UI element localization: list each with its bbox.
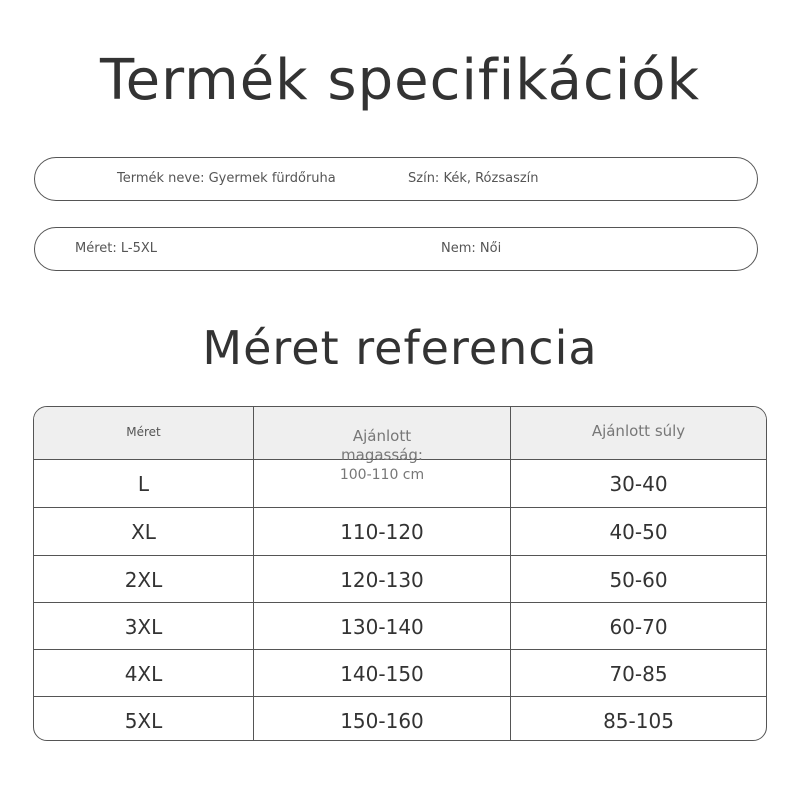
height-cell: 110-120 bbox=[253, 508, 510, 556]
size-cell: 2XL bbox=[124, 568, 163, 592]
weight-cell: 60-70 bbox=[510, 603, 766, 651]
table-row bbox=[34, 460, 766, 508]
weight-cell: 40-50 bbox=[510, 508, 766, 556]
gender-text: Nem: Női bbox=[441, 241, 502, 256]
size-cell: 5XL bbox=[124, 709, 163, 733]
weight-cell: 70-85 bbox=[510, 650, 766, 698]
size-range-text: Méret: L-5XL bbox=[75, 241, 158, 256]
size-cell: 4XL bbox=[124, 662, 163, 686]
table-row bbox=[34, 696, 766, 741]
header-weight: Ajánlott súly bbox=[510, 407, 766, 459]
size-reference-title: Méret referencia bbox=[202, 321, 598, 375]
spec-row-name-color bbox=[34, 157, 758, 201]
weight-cell: 30-40 bbox=[510, 460, 766, 508]
spec-title: Termék specifikációk bbox=[99, 48, 700, 113]
header-size: Méret bbox=[126, 425, 161, 439]
table-row bbox=[34, 507, 766, 556]
size-cell: XL bbox=[131, 520, 156, 544]
table-row bbox=[34, 649, 766, 698]
weight-cell: 85-105 bbox=[510, 697, 766, 741]
header-height-range: 100-110 cm bbox=[339, 467, 425, 483]
height-cell bbox=[253, 460, 510, 508]
height-cell: 120-130 bbox=[253, 556, 510, 604]
size-cell: 3XL bbox=[124, 615, 163, 639]
header-height-label: Ajánlott magasság: bbox=[341, 427, 423, 464]
table-header-row bbox=[34, 407, 766, 483]
height-cell: 140-150 bbox=[253, 650, 510, 698]
size-cell: L bbox=[137, 472, 150, 496]
height-cell: 130-140 bbox=[253, 603, 510, 651]
product-name-text: Termék neve: Gyermek fürdőruha bbox=[117, 171, 336, 186]
color-text: Szín: Kék, Rózsaszín bbox=[408, 171, 539, 186]
size-table bbox=[33, 406, 767, 741]
weight-cell: 50-60 bbox=[510, 556, 766, 604]
table-row bbox=[34, 602, 766, 651]
header-height bbox=[253, 407, 510, 483]
height-cell: 150-160 bbox=[253, 697, 510, 741]
spec-row-size-gender bbox=[34, 227, 758, 271]
table-row bbox=[34, 555, 766, 604]
